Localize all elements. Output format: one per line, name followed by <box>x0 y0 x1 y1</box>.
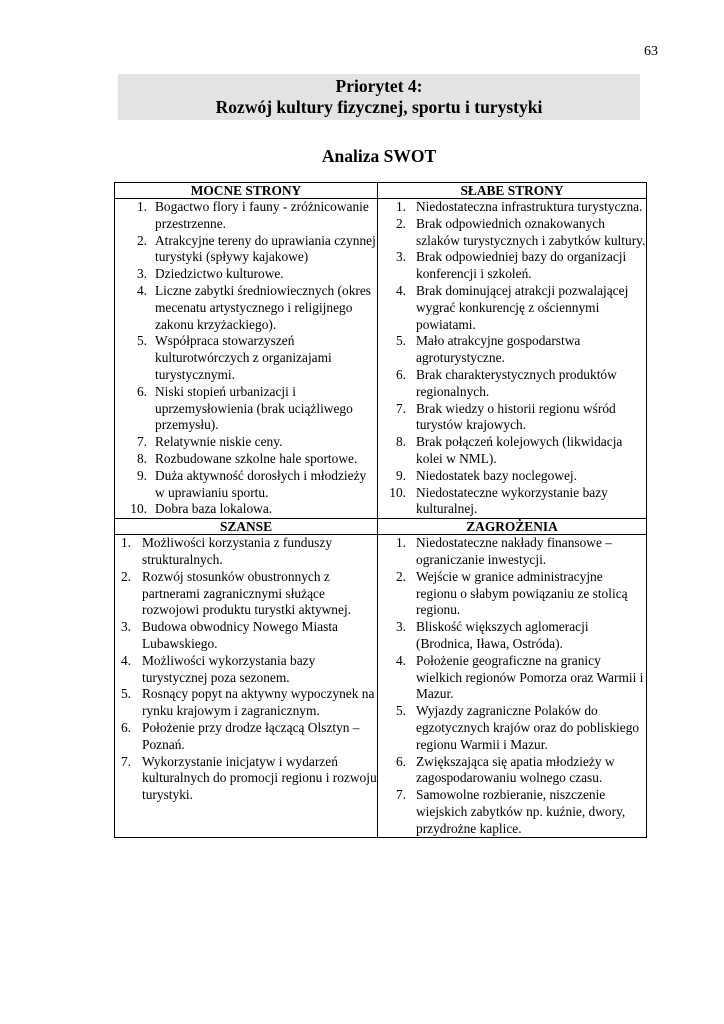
swot-heading: Analiza SWOT <box>321 146 437 166</box>
opportunities-item-number: 1. <box>120 535 131 551</box>
opportunities-item <box>115 754 377 804</box>
opportunities-item <box>115 535 377 569</box>
weaknesses-item-number: 9. <box>395 467 406 483</box>
weaknesses-item-text: Brak charakterystycznych produktów regionalnych. <box>416 366 617 399</box>
weaknesses-item-number: 7. <box>395 400 406 416</box>
threats-item-text: Samowolne rozbieranie, niszczenie wiejskich zabytków np. kuźnie, dwory, przydrożne kaplice. <box>416 787 626 836</box>
weaknesses-item-number: 1. <box>395 199 406 214</box>
weaknesses-item <box>378 485 646 519</box>
strengths-list <box>115 199 377 518</box>
weaknesses-header: SŁABE STRONY <box>378 183 647 199</box>
weaknesses-item-text: Brak dominującej atrakcji pozwalającej wygrać konkurencję z ościennymi powiatami. <box>416 282 629 332</box>
strengths-item <box>115 233 377 267</box>
strengths-header: MOCNE STRONY <box>115 183 378 199</box>
strengths-item-text: Atrakcyjne tereny do uprawiania czynnej turystyki (spływy kajakowe) <box>155 232 376 265</box>
page-number: 63 <box>644 44 658 59</box>
weaknesses-item <box>378 333 646 367</box>
opportunities-item-text: Budowa obwodnicy Nowego Miasta Lubawskiego. <box>142 619 338 651</box>
strengths-item-number: 4. <box>136 282 147 298</box>
strengths-cell <box>115 199 378 519</box>
strengths-item-number: 10. <box>130 501 147 517</box>
strengths-item <box>115 266 377 283</box>
opportunities-item-text: Możliwości wykorzystania bazy turystycznej poza sezonem. <box>142 652 316 685</box>
opportunities-header: SZANSE <box>115 519 378 535</box>
opportunities-list <box>115 535 377 804</box>
weaknesses-item <box>378 199 646 216</box>
weaknesses-item-text: Brak wiedzy o historii regionu wśród turystów krajowych. <box>416 400 616 433</box>
opportunities-cell <box>115 535 378 838</box>
threats-item-text: Położenie geograficzne na granicy wielkich regionów Pomorza oraz Warmii i Mazur. <box>416 652 644 702</box>
opportunities-item <box>115 619 377 653</box>
threats-item-number: 1. <box>395 535 406 551</box>
threats-item-text: Wyjazdy zagraniczne Polaków do egzotycznych krajów oraz do pobliskiego regionu Warmii i Mazur. <box>416 703 640 752</box>
weaknesses-item <box>378 249 646 283</box>
opportunities-item-text: Wykorzystanie inicjatyw i wydarzeń kulturalnych do promocji regionu i rozwoju turystyki. <box>142 753 377 803</box>
opportunities-item <box>115 569 377 619</box>
opportunities-item-text: Możliwości korzystania z funduszy strukturalnych. <box>142 535 333 567</box>
threats-item-text: Wejście w granice administracyjne regionu o słabym powiązaniu ze stolicą regionu. <box>416 568 628 618</box>
opportunities-item-number: 3. <box>120 619 131 635</box>
strengths-item-number: 8. <box>136 450 147 466</box>
opportunities-item-number: 7. <box>120 753 131 769</box>
strengths-item-text: Współpraca stowarzyszeń kulturotwórczych z organizajami turystycznymi. <box>155 333 332 382</box>
threats-list <box>378 535 646 837</box>
threats-item-number: 6. <box>395 753 406 769</box>
strengths-item-number: 7. <box>136 434 147 450</box>
priority-title-line2: Rozwój kultury fizycznej, sportu i turystyki <box>215 97 543 117</box>
weaknesses-item <box>378 468 646 485</box>
strengths-item-text: Dobra baza lokalowa. <box>155 501 273 517</box>
threats-item <box>378 787 646 837</box>
weaknesses-item-text: Mało atrakcyjne gospodarstwa agroturystyczne. <box>416 333 581 366</box>
threats-item-number: 2. <box>395 568 406 584</box>
weaknesses-item <box>378 434 646 468</box>
threats-item <box>378 754 646 788</box>
strengths-item-number: 9. <box>136 467 147 483</box>
priority-title-line1: Priorytet 4: <box>335 76 423 96</box>
threats-item-number: 5. <box>395 703 406 719</box>
strengths-item-text: Duża aktywność dorosłych i młodzieży w uprawianiu sportu. <box>155 467 367 500</box>
weaknesses-item-text: Brak odpowiedniej bazy do organizacji konferencji i szkoleń. <box>416 249 627 282</box>
weaknesses-item-text: Brak połączeń kolejowych (likwidacja kolei w NML). <box>416 434 623 466</box>
strengths-item <box>115 501 377 518</box>
opportunities-item <box>115 720 377 754</box>
weaknesses-item-number: 10. <box>389 484 406 500</box>
threats-item <box>378 535 646 569</box>
weaknesses-list <box>378 199 646 518</box>
strengths-item-text: Niski stopień urbanizacji i uprzemysłowienia (brak uciążliwego przemysłu). <box>155 383 353 433</box>
weaknesses-item <box>378 216 646 250</box>
threats-item-number: 7. <box>395 787 406 803</box>
weaknesses-item-number: 6. <box>395 366 406 382</box>
strengths-item-number: 3. <box>136 266 147 282</box>
weaknesses-item-text: Niedostateczne wykorzystanie bazy kulturalnej. <box>416 484 608 517</box>
threats-item-number: 4. <box>395 652 406 668</box>
strengths-item-text: Bogactwo flory i fauny - zróżnicowanie przestrzenne. <box>155 199 369 231</box>
opportunities-item <box>115 686 377 720</box>
weaknesses-cell <box>378 199 647 519</box>
strengths-item-text: Relatywnie niskie ceny. <box>155 434 283 450</box>
weaknesses-item-number: 5. <box>395 333 406 349</box>
strengths-item <box>115 434 377 451</box>
threats-item <box>378 619 646 653</box>
strengths-item-text: Liczne zabytki średniowiecznych (okres mecenatu artystycznego i religijnego zakonu krzyżackiego). <box>155 282 372 332</box>
strengths-item-text: Rozbudowane szkolne hale sportowe. <box>155 450 358 466</box>
opportunities-item-number: 2. <box>120 568 131 584</box>
threats-item-text: Bliskość większych aglomeracji (Brodnica, Iława, Ostróda). <box>416 619 589 651</box>
strengths-item <box>115 199 377 233</box>
strengths-item-number: 5. <box>136 333 147 349</box>
weaknesses-item-number: 4. <box>395 282 406 298</box>
priority-title-band <box>118 74 640 120</box>
threats-item-number: 3. <box>395 619 406 635</box>
weaknesses-item <box>378 401 646 435</box>
strengths-item <box>115 384 377 434</box>
threats-item <box>378 703 646 753</box>
weaknesses-item-number: 3. <box>395 249 406 265</box>
threats-item <box>378 653 646 703</box>
threats-header: ZAGROŻENIA <box>378 519 647 535</box>
opportunities-item-text: Rozwój stosunków obustronnych z partnerami zagranicznymi służące rozwojowi produktu turystki aktywnej. <box>142 568 352 618</box>
threats-item-text: Zwiększająca się apatia młodzieży w zagospodarowaniu wolnego czasu. <box>416 753 615 786</box>
opportunities-item <box>115 653 377 687</box>
swot-table <box>114 182 647 838</box>
weaknesses-item <box>378 367 646 401</box>
weaknesses-item-text: Brak odpowiednich oznakowanych szlaków turystycznych i zabytków kultury. <box>416 215 646 248</box>
strengths-item <box>115 468 377 502</box>
opportunities-item-number: 5. <box>120 686 131 702</box>
weaknesses-item-text: Niedostateczna infrastruktura turystyczna. <box>416 199 643 214</box>
weaknesses-item-text: Niedostatek bazy noclegowej. <box>416 467 578 483</box>
threats-item <box>378 569 646 619</box>
threats-item-text: Niedostateczne nakłady finansowe – ograniczanie inwestycji. <box>416 535 612 567</box>
opportunities-item-text: Położenie przy drodze łączącą Olsztyn – Poznań. <box>142 719 360 752</box>
strengths-item <box>115 451 377 468</box>
weaknesses-item-number: 2. <box>395 215 406 231</box>
weaknesses-item-number: 8. <box>395 434 406 450</box>
opportunities-item-number: 4. <box>120 652 131 668</box>
strengths-item <box>115 283 377 333</box>
strengths-item-number: 1. <box>136 199 147 214</box>
strengths-item-number: 2. <box>136 232 147 248</box>
strengths-item-text: Dziedzictwo kulturowe. <box>155 266 284 282</box>
opportunities-item-number: 6. <box>120 719 131 735</box>
weaknesses-item <box>378 283 646 333</box>
strengths-item-number: 6. <box>136 383 147 399</box>
threats-cell <box>378 535 647 838</box>
opportunities-item-text: Rosnący popyt na aktywny wypoczynek na rynku krajowym i zagranicznym. <box>142 686 375 719</box>
strengths-item <box>115 333 377 383</box>
